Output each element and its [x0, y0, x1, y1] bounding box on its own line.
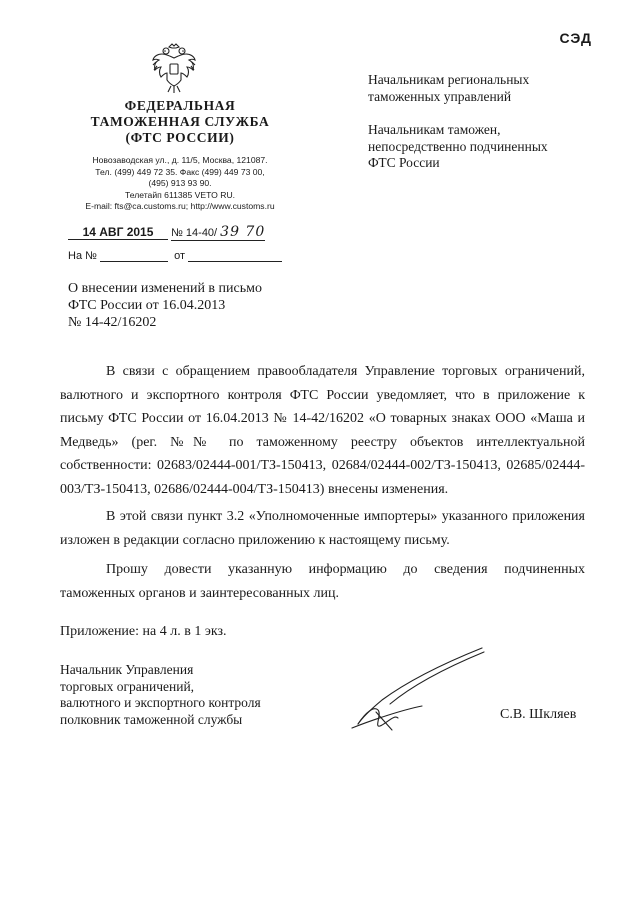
sender-contacts	[70, 155, 290, 213]
recipient-line: Начальникам региональных	[368, 72, 530, 87]
signer-title-line: валютного и экспортного контроля	[60, 695, 261, 710]
registration-number-prefix: № 14-40/	[171, 227, 218, 239]
body-paragraph: Прошу довести указанную информацию до сведения подчиненных таможенных органов и заинтересованных лиц.	[60, 562, 585, 601]
recipients	[368, 72, 548, 189]
contact-line: Телетайп 611385 VETO RU.	[124, 189, 236, 200]
handwritten-signature	[332, 640, 492, 735]
reference-number-blank	[100, 261, 168, 262]
registration-number	[171, 224, 265, 241]
registration-date: 14 АВГ 2015	[68, 225, 168, 240]
subject-line: № 14-42/16202	[68, 315, 157, 330]
signer-name: С.В. Шкляев	[500, 707, 577, 722]
reference-label: На №	[68, 250, 97, 262]
recipient-line: таможенных управлений	[368, 88, 512, 104]
body-paragraph: В этой связи пункт 3.2 «Уполномоченные импортеры» указанного приложения изложен в редакции согласно приложению к настоящему письму.	[60, 509, 585, 548]
recipient-group	[368, 72, 548, 105]
contact-line: (495) 913 93 90.	[148, 178, 212, 188]
org-name-line: ФЕДЕРАЛЬНАЯ	[124, 98, 236, 113]
contact-line: Тел. (499) 449 72 35. Факс (499) 449 73 00,	[95, 166, 265, 177]
registration-number-handwritten: 39 70	[220, 224, 266, 240]
system-mark: СЭД	[559, 30, 592, 46]
reference-from-label: от	[174, 250, 186, 262]
org-name-line: ТАМОЖЕННАЯ СЛУЖБА	[90, 114, 270, 129]
signer-title-line: Начальник Управления	[60, 662, 194, 677]
contact-line: E-mail: fts@ca.customs.ru; http://www.customs.ru	[85, 201, 275, 211]
signer-title-line: полковник таможенной службы	[60, 711, 243, 727]
coat-of-arms-icon	[150, 42, 198, 94]
recipient-group	[368, 122, 548, 172]
signer-title	[60, 662, 261, 728]
subject-line: О внесении изменений в письмо	[68, 281, 262, 296]
registration-line	[68, 224, 265, 241]
subject-line: ФТС России от 16.04.2013	[68, 298, 226, 313]
recipient-line: непосредственно подчиненных	[368, 138, 548, 154]
reference-line	[68, 250, 282, 262]
body-paragraph: В связи с обращением правообладателя Управление торговых ограничений, валютного и экспортного контроля ФТС России уведомляет, что в приложение к письму ФТС России от 16.04.2013 № 14-42/16202 «О товарных знаках ООО «Маша и Медведь» (рег. №№ по таможенному реестру объектов интеллектуальной собственности: 02683/02444-001/ТЗ-150413, 02684/02444-002/ТЗ-150413, 02685/02444-003/ТЗ-150413, 02686/02444-004/ТЗ-150413) внесены изменения.	[60, 364, 585, 497]
attachment-note: Приложение: на 4 л. в 1 экз.	[60, 624, 227, 639]
recipient-line: Начальникам таможен,	[368, 122, 501, 137]
signer-title-line: торговых ограничений,	[60, 678, 195, 694]
sender-org-name	[80, 98, 280, 130]
letter-body	[60, 360, 585, 605]
contact-line: Новозаводская ул., д. 11/5, Москва, 121087.	[92, 155, 268, 165]
reference-date-blank	[188, 261, 282, 262]
recipient-line: ФТС России	[368, 155, 440, 170]
sender-org-short: (ФТС РОССИИ)	[125, 130, 235, 145]
subject	[68, 280, 328, 331]
